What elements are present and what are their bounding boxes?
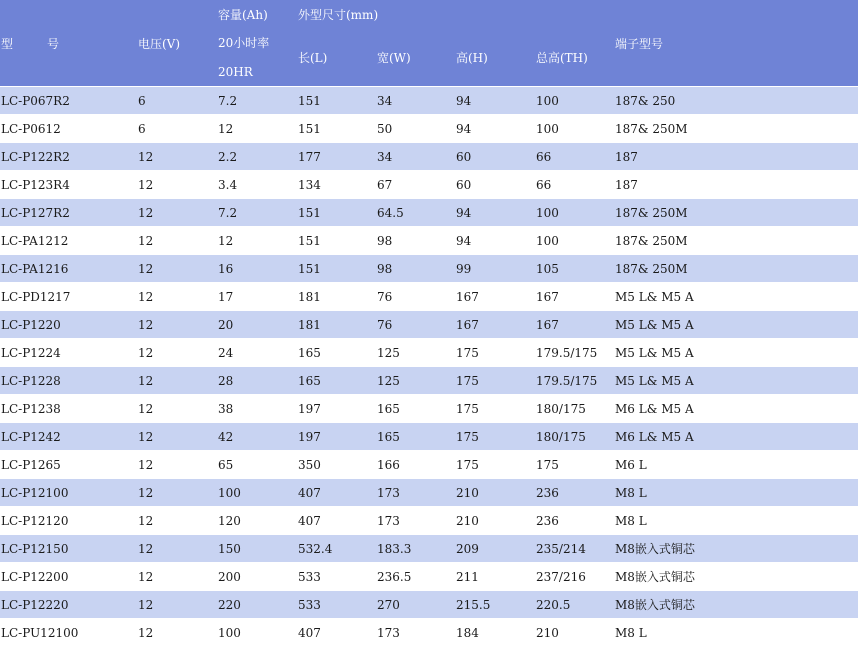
- cell-voltage: 12: [137, 394, 217, 422]
- cell-model: LC-P1238: [0, 394, 137, 422]
- cell-length: 181: [297, 310, 376, 338]
- cell-height: 99: [455, 254, 535, 282]
- table-row: [0, 618, 858, 646]
- cell-length: 177: [297, 142, 376, 170]
- header-capacity-line1: 容量(Ah): [217, 0, 297, 28]
- cell-total-height: 220.5: [535, 590, 614, 618]
- cell-height: 94: [455, 114, 535, 142]
- cell-capacity: 120: [217, 506, 297, 534]
- cell-total-height: 180/175: [535, 422, 614, 450]
- cell-model: LC-P12220: [0, 590, 137, 618]
- cell-voltage: 12: [137, 562, 217, 590]
- cell-length: 407: [297, 478, 376, 506]
- cell-terminal: M6 L: [614, 450, 858, 478]
- cell-width: 64.5: [376, 198, 455, 226]
- cell-width: 125: [376, 338, 455, 366]
- cell-terminal: M6 L& M5 A: [614, 422, 858, 450]
- cell-model: LC-P1228: [0, 366, 137, 394]
- cell-terminal: 187& 250M: [614, 226, 858, 254]
- cell-voltage: 12: [137, 450, 217, 478]
- cell-voltage: 12: [137, 310, 217, 338]
- cell-model: LC-P1224: [0, 338, 137, 366]
- table-row: [0, 366, 858, 394]
- header-terminal: 端子型号: [614, 0, 858, 86]
- cell-height: 215.5: [455, 590, 535, 618]
- cell-total-height: 66: [535, 170, 614, 198]
- cell-capacity: 100: [217, 618, 297, 646]
- cell-capacity: 20: [217, 310, 297, 338]
- cell-model: LC-PA1212: [0, 226, 137, 254]
- cell-voltage: 12: [137, 338, 217, 366]
- header-width: 宽(W): [376, 28, 455, 86]
- cell-terminal: 187& 250M: [614, 198, 858, 226]
- cell-voltage: 12: [137, 478, 217, 506]
- cell-voltage: 12: [137, 618, 217, 646]
- cell-voltage: 12: [137, 254, 217, 282]
- cell-terminal: M8 L: [614, 506, 858, 534]
- cell-length: 533: [297, 562, 376, 590]
- cell-capacity: 42: [217, 422, 297, 450]
- cell-width: 67: [376, 170, 455, 198]
- cell-total-height: 235/214: [535, 534, 614, 562]
- cell-width: 34: [376, 86, 455, 114]
- cell-height: 210: [455, 478, 535, 506]
- table-row: [0, 422, 858, 450]
- cell-capacity: 3.4: [217, 170, 297, 198]
- table-row: [0, 114, 858, 142]
- cell-voltage: 12: [137, 226, 217, 254]
- cell-length: 151: [297, 114, 376, 142]
- cell-width: 165: [376, 422, 455, 450]
- cell-length: 407: [297, 506, 376, 534]
- cell-width: 98: [376, 254, 455, 282]
- cell-terminal: M8 L: [614, 618, 858, 646]
- cell-voltage: 6: [137, 86, 217, 114]
- cell-model: LC-P1242: [0, 422, 137, 450]
- table-row: [0, 226, 858, 254]
- table-header: [0, 0, 858, 86]
- cell-width: 165: [376, 394, 455, 422]
- cell-capacity: 12: [217, 114, 297, 142]
- cell-voltage: 12: [137, 422, 217, 450]
- cell-width: 34: [376, 142, 455, 170]
- cell-terminal: M6 L& M5 A: [614, 394, 858, 422]
- cell-capacity: 28: [217, 366, 297, 394]
- cell-height: 60: [455, 142, 535, 170]
- cell-capacity: 200: [217, 562, 297, 590]
- cell-total-height: 100: [535, 114, 614, 142]
- cell-total-height: 180/175: [535, 394, 614, 422]
- cell-model: LC-P127R2: [0, 198, 137, 226]
- cell-capacity: 2.2: [217, 142, 297, 170]
- cell-width: 183.3: [376, 534, 455, 562]
- cell-length: 197: [297, 422, 376, 450]
- cell-terminal: M5 L& M5 A: [614, 310, 858, 338]
- header-model: 型 号: [0, 0, 137, 86]
- cell-total-height: 105: [535, 254, 614, 282]
- table-row: [0, 394, 858, 422]
- cell-model: LC-PD1217: [0, 282, 137, 310]
- cell-capacity: 24: [217, 338, 297, 366]
- cell-length: 407: [297, 618, 376, 646]
- table-row: [0, 198, 858, 226]
- cell-model: LC-P122R2: [0, 142, 137, 170]
- cell-length: 350: [297, 450, 376, 478]
- cell-height: 184: [455, 618, 535, 646]
- cell-total-height: 210: [535, 618, 614, 646]
- cell-capacity: 65: [217, 450, 297, 478]
- cell-capacity: 150: [217, 534, 297, 562]
- table-row: [0, 562, 858, 590]
- cell-length: 181: [297, 282, 376, 310]
- cell-height: 175: [455, 366, 535, 394]
- table-row: [0, 170, 858, 198]
- cell-model: LC-P12120: [0, 506, 137, 534]
- cell-width: 76: [376, 282, 455, 310]
- cell-width: 166: [376, 450, 455, 478]
- cell-height: 210: [455, 506, 535, 534]
- cell-width: 125: [376, 366, 455, 394]
- cell-length: 165: [297, 338, 376, 366]
- cell-voltage: 12: [137, 282, 217, 310]
- cell-terminal: 187: [614, 142, 858, 170]
- cell-voltage: 12: [137, 366, 217, 394]
- cell-height: 175: [455, 450, 535, 478]
- table-row: [0, 86, 858, 114]
- cell-total-height: 100: [535, 198, 614, 226]
- cell-capacity: 100: [217, 478, 297, 506]
- cell-terminal: M5 L& M5 A: [614, 366, 858, 394]
- cell-capacity: 38: [217, 394, 297, 422]
- cell-total-height: 66: [535, 142, 614, 170]
- cell-model: LC-P067R2: [0, 86, 137, 114]
- cell-model: LC-P0612: [0, 114, 137, 142]
- cell-terminal: 187& 250M: [614, 114, 858, 142]
- cell-total-height: 236: [535, 478, 614, 506]
- table-row: [0, 506, 858, 534]
- cell-capacity: 12: [217, 226, 297, 254]
- cell-length: 151: [297, 226, 376, 254]
- cell-height: 175: [455, 394, 535, 422]
- cell-capacity: 7.2: [217, 86, 297, 114]
- cell-length: 151: [297, 254, 376, 282]
- cell-width: 98: [376, 226, 455, 254]
- cell-model: LC-P12100: [0, 478, 137, 506]
- cell-model: LC-P12150: [0, 534, 137, 562]
- cell-length: 151: [297, 198, 376, 226]
- header-total-height: 总高(TH): [535, 28, 614, 86]
- cell-voltage: 12: [137, 506, 217, 534]
- cell-total-height: 167: [535, 282, 614, 310]
- cell-height: 175: [455, 338, 535, 366]
- header-voltage: 电压(V): [137, 0, 217, 86]
- cell-model: LC-PU12100: [0, 618, 137, 646]
- cell-length: 532.4: [297, 534, 376, 562]
- cell-length: 533: [297, 590, 376, 618]
- table-row: [0, 450, 858, 478]
- table-row: [0, 478, 858, 506]
- cell-total-height: 237/216: [535, 562, 614, 590]
- cell-model: LC-P123R4: [0, 170, 137, 198]
- cell-voltage: 12: [137, 590, 217, 618]
- table-row: [0, 254, 858, 282]
- header-capacity-line2: 20小时率: [217, 28, 297, 57]
- cell-terminal: M5 L& M5 A: [614, 338, 858, 366]
- cell-model: LC-PA1216: [0, 254, 137, 282]
- cell-capacity: 220: [217, 590, 297, 618]
- cell-height: 167: [455, 282, 535, 310]
- cell-terminal: 187& 250M: [614, 254, 858, 282]
- header-capacity-line3: 20HR: [217, 57, 297, 86]
- header-dimensions: 外型尺寸(mm): [297, 0, 614, 28]
- cell-length: 165: [297, 366, 376, 394]
- cell-height: 167: [455, 310, 535, 338]
- cell-model: LC-P12200: [0, 562, 137, 590]
- cell-terminal: M8嵌入式铜芯: [614, 590, 858, 618]
- cell-height: 209: [455, 534, 535, 562]
- cell-terminal: 187& 250: [614, 86, 858, 114]
- cell-width: 236.5: [376, 562, 455, 590]
- cell-width: 270: [376, 590, 455, 618]
- cell-length: 134: [297, 170, 376, 198]
- cell-width: 76: [376, 310, 455, 338]
- cell-total-height: 236: [535, 506, 614, 534]
- cell-terminal: M8嵌入式铜芯: [614, 534, 858, 562]
- table-row: [0, 310, 858, 338]
- cell-height: 175: [455, 422, 535, 450]
- cell-voltage: 12: [137, 534, 217, 562]
- cell-height: 211: [455, 562, 535, 590]
- table-body: [0, 86, 858, 646]
- table-row: [0, 534, 858, 562]
- cell-voltage: 12: [137, 142, 217, 170]
- cell-length: 197: [297, 394, 376, 422]
- cell-height: 60: [455, 170, 535, 198]
- table-row: [0, 338, 858, 366]
- table-row: [0, 590, 858, 618]
- cell-total-height: 179.5/175: [535, 366, 614, 394]
- cell-terminal: M5 L& M5 A: [614, 282, 858, 310]
- cell-terminal: M8嵌入式铜芯: [614, 562, 858, 590]
- cell-model: LC-P1220: [0, 310, 137, 338]
- header-height: 高(H): [455, 28, 535, 86]
- cell-voltage: 12: [137, 198, 217, 226]
- cell-length: 151: [297, 86, 376, 114]
- cell-width: 173: [376, 506, 455, 534]
- cell-height: 94: [455, 226, 535, 254]
- cell-width: 173: [376, 618, 455, 646]
- cell-terminal: 187: [614, 170, 858, 198]
- cell-total-height: 179.5/175: [535, 338, 614, 366]
- cell-capacity: 17: [217, 282, 297, 310]
- cell-model: LC-P1265: [0, 450, 137, 478]
- cell-total-height: 100: [535, 226, 614, 254]
- cell-width: 173: [376, 478, 455, 506]
- cell-voltage: 6: [137, 114, 217, 142]
- cell-capacity: 16: [217, 254, 297, 282]
- table-row: [0, 142, 858, 170]
- cell-total-height: 175: [535, 450, 614, 478]
- cell-height: 94: [455, 86, 535, 114]
- cell-total-height: 100: [535, 86, 614, 114]
- header-length: 长(L): [297, 28, 376, 86]
- cell-capacity: 7.2: [217, 198, 297, 226]
- cell-width: 50: [376, 114, 455, 142]
- cell-voltage: 12: [137, 170, 217, 198]
- cell-total-height: 167: [535, 310, 614, 338]
- table-row: [0, 282, 858, 310]
- cell-terminal: M8 L: [614, 478, 858, 506]
- cell-height: 94: [455, 198, 535, 226]
